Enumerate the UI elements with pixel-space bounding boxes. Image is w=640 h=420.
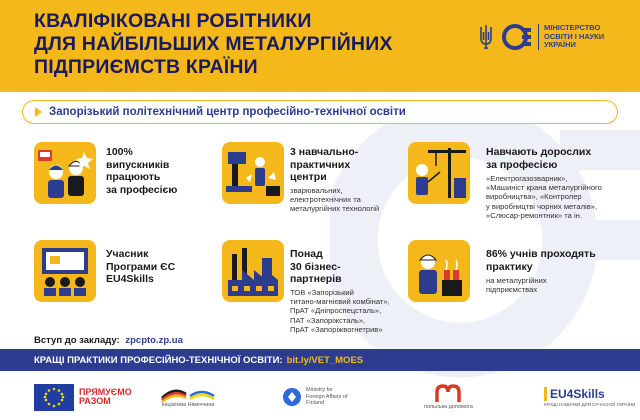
partners-headline xyxy=(290,248,342,286)
centers-headline xyxy=(290,146,358,184)
finland-emblem-icon xyxy=(282,387,302,407)
graduates-head-1: 100% xyxy=(106,146,133,158)
banner-label: КРАЩІ ПРАКТИКИ ПРОФЕСІЙНО-ТЕХНІЧНОЇ ОСВІТИ: xyxy=(34,354,283,366)
adults-body-4: у виробництві чорних металів», xyxy=(486,201,598,211)
eu4skills-bar-icon xyxy=(544,387,547,401)
pryamuemo-text xyxy=(79,388,132,407)
admission-link[interactable]: zpcpto.zp.ua xyxy=(125,335,183,346)
partners-body-5: ПрАТ «Запоріжвогнетрив» xyxy=(290,324,383,334)
graduates-headline xyxy=(106,146,177,196)
adults-description xyxy=(486,174,602,220)
workers-icon xyxy=(34,142,96,204)
factory-icon xyxy=(222,240,284,302)
partners-body-4: ПАТ «Запоріжсталь», xyxy=(290,315,366,325)
eu-flag-icon xyxy=(34,384,74,411)
practice-description xyxy=(486,276,547,294)
partners-body-1: ТОВ «Запорізький xyxy=(290,288,354,297)
institution-name-text: Запорізький політехнічний центр професійно-технічної освіти xyxy=(49,106,406,118)
practice-worker-icon xyxy=(408,240,470,302)
best-practices-banner xyxy=(0,349,640,371)
ministry-logo xyxy=(478,22,604,52)
partners-description xyxy=(290,288,390,334)
adults-body-1: «Електрогазозварник», xyxy=(486,174,568,183)
header-band xyxy=(0,0,640,92)
practice-body-2: підприємствах xyxy=(486,285,538,295)
finland-ministry-logo xyxy=(282,380,352,414)
adults-head-1: Навчають дорослих xyxy=(486,146,592,158)
admission-info xyxy=(34,335,183,346)
partner-logos xyxy=(0,374,640,420)
classroom-icon xyxy=(34,240,96,302)
polish-aid-icon xyxy=(435,384,461,404)
centers-head-2: практичних xyxy=(290,158,351,171)
practice-headline xyxy=(486,248,596,273)
eu4skills-head-1: Учасник xyxy=(106,248,149,260)
title-line-1: КВАЛІФІКОВАНІ РОБІТНИКИ xyxy=(34,10,312,32)
admission-label: Вступ до закладу: xyxy=(34,335,120,346)
play-triangle-icon xyxy=(35,107,42,117)
practice-body-1: на металургійних xyxy=(486,276,547,285)
eu4skills-tagline: КРАЩІ НАВИЧКИ ДЛЯ СУЧАСНОЇ УКРАЇНИ xyxy=(544,402,636,407)
eu4skills-headline xyxy=(106,248,175,286)
eu4skills-head-2: Програми ЄС xyxy=(106,260,176,273)
german-initiative-caption: Ініціатива Німеччини xyxy=(161,402,215,408)
eu4skills-name: EU4Skills xyxy=(550,387,605,401)
adults-body-3: виробництва», «Контролер xyxy=(486,192,582,202)
centers-head-3: центри xyxy=(290,171,327,183)
adults-headline xyxy=(486,146,591,171)
pryamuemo-logo xyxy=(34,380,132,414)
ministry-line-1: МІНІСТЕРСТВО xyxy=(544,23,601,33)
centers-body-1: зварювальних, xyxy=(290,186,343,195)
partners-body-3: ПрАТ «Дніпроспецсталь», xyxy=(290,306,382,316)
ministry-line-2: ОСВІТИ І НАУКИ xyxy=(544,31,605,41)
centers-head-1: 3 навчально- xyxy=(290,146,359,158)
page-title xyxy=(34,10,474,79)
graduates-head-3: працюють xyxy=(106,171,161,183)
banner-link[interactable]: bit.ly/VET_MOES xyxy=(286,354,364,366)
ministry-name xyxy=(538,24,604,50)
title-line-3: ПІДПРИЄМСТВ КРАЇНИ xyxy=(34,56,258,78)
title-line-2: ДЛЯ НАЙБІЛЬШИХ МЕТАЛУРГІЙНИХ xyxy=(34,33,393,55)
eu4skills-logo xyxy=(544,380,635,414)
german-flag-icon xyxy=(160,386,216,402)
centers-body-3: металургійних технологій xyxy=(290,204,380,214)
partners-body-2: титано-магнієвий комбінат», xyxy=(290,297,390,307)
polish-aid-caption: польська допомога xyxy=(424,404,473,410)
graduates-head-4: за професією xyxy=(106,183,178,196)
polish-aid-logo xyxy=(424,380,473,414)
practice-head-1: 86% учнів проходять xyxy=(486,248,596,260)
pryamuemo-line-1: ПРЯМУЄМО xyxy=(79,386,132,397)
adults-head-2: за професією xyxy=(486,158,558,171)
trident-icon xyxy=(478,24,494,50)
adults-body-5: «Слюсар-ремонтник» та ін. xyxy=(486,210,582,220)
centers-body-2: електротехнічних та xyxy=(290,195,361,205)
mon-logo-icon xyxy=(502,22,532,52)
german-initiative-logo xyxy=(160,380,216,414)
partners-head-1: Понад xyxy=(290,248,323,260)
practice-head-2: практику xyxy=(486,260,533,273)
eu4skills-head-3: EU4Skills xyxy=(106,273,154,285)
pryamuemo-line-2: РАЗОМ xyxy=(79,396,111,406)
centers-description xyxy=(290,186,379,214)
workshop-icon xyxy=(222,142,284,204)
adults-body-2: «Машиніст крана металургійного xyxy=(486,183,602,193)
institution-name xyxy=(22,100,618,124)
finland-ministry-caption: Ministry for Foreign Affairs of Finland xyxy=(306,387,348,407)
ministry-line-3: УКРАЇНИ xyxy=(544,40,576,50)
partners-head-3: партнерів xyxy=(290,273,342,285)
crane-teacher-icon xyxy=(408,142,470,204)
graduates-head-2: випускників xyxy=(106,158,170,171)
partners-head-2: 30 бізнес- xyxy=(290,260,341,273)
